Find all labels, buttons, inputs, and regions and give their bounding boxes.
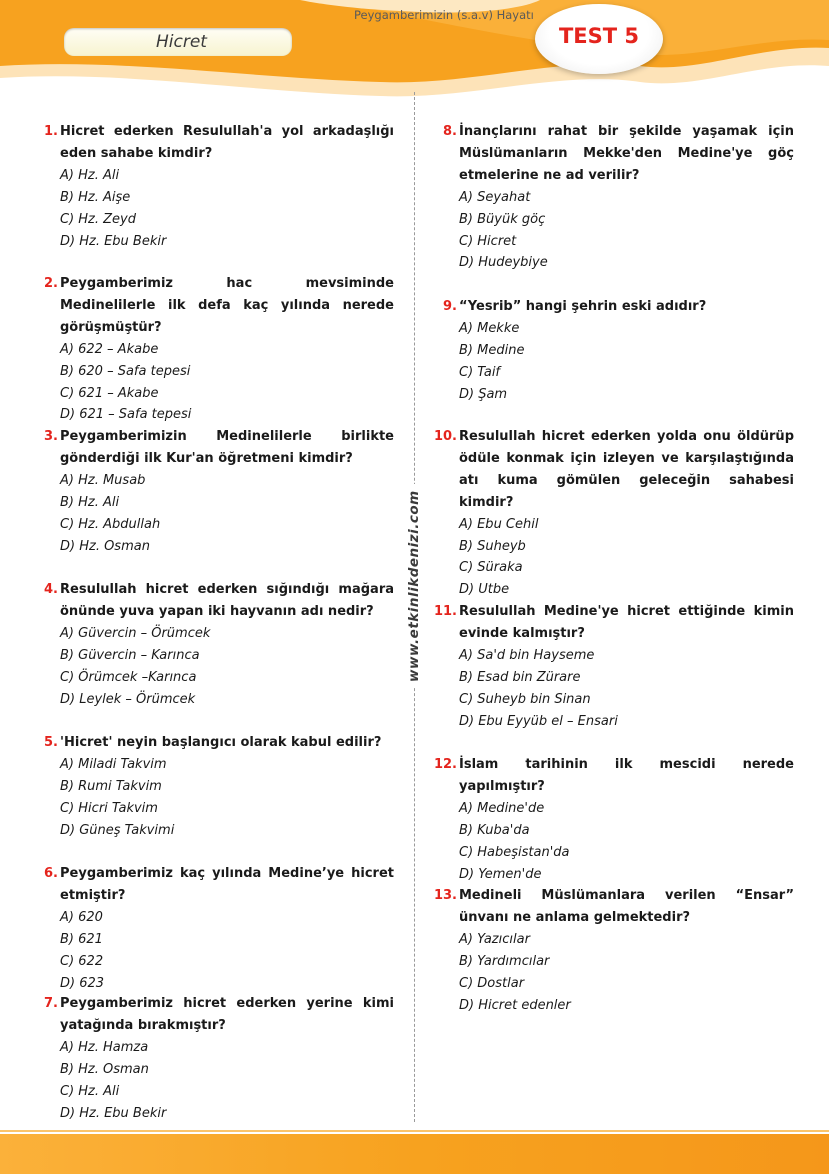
question-text: Peygamberimizin Medinelilerle birlikte gönderdiği ilk Kur'an öğretmeni kimdir? xyxy=(60,429,394,466)
option-b[interactable]: B) Esad bin Zürare xyxy=(459,669,581,685)
option-c[interactable]: C) Dostlar xyxy=(459,975,525,991)
option-d[interactable]: D) Hz. Ebu Bekir xyxy=(60,233,167,249)
option-a[interactable]: A) Seyahat xyxy=(459,189,531,205)
test-badge xyxy=(535,4,663,74)
option-b[interactable]: B) Yardımcılar xyxy=(459,953,550,969)
option-d[interactable]: D) 623 xyxy=(60,975,105,991)
option-a[interactable]: A) Sa'd bin Hayseme xyxy=(459,647,595,663)
question-5 xyxy=(44,732,394,842)
question-text: Peygamberimiz hicret ederken yerine kimi yatağında bırakmıştır? xyxy=(60,996,394,1033)
option-a[interactable]: A) Güvercin – Örümcek xyxy=(60,625,211,641)
option-c[interactable]: C) Habeşistan'da xyxy=(459,844,570,860)
option-c[interactable]: C) Hicri Takvim xyxy=(60,800,158,816)
option-a[interactable]: A) 622 – Akabe xyxy=(60,341,159,357)
subject-label: Peygamberimizin (s.a.v) Hayatı xyxy=(354,8,534,22)
question-text: İslam tarihinin ilk mescidi nerede yapılmıştır? xyxy=(459,757,794,794)
question-text: İnançlarını rahat bir şekilde yaşamak için Müslümanların Mekke'den Medine'ye göç etmelerine ne ad verilir? xyxy=(459,124,794,183)
option-d[interactable]: D) Yemen'de xyxy=(459,866,542,882)
option-d[interactable]: D) 621 – Safa tepesi xyxy=(60,407,192,423)
question-number: 1. xyxy=(44,124,58,139)
question-number: 2. xyxy=(44,276,58,291)
question-number: 6. xyxy=(44,866,58,881)
question-number: 5. xyxy=(44,735,58,750)
option-d[interactable]: D) Hudeybiye xyxy=(459,255,548,271)
option-c[interactable]: C) 621 – Akabe xyxy=(60,385,159,401)
watermark: www.etkinlikdenizi.com xyxy=(404,484,424,688)
question-number: 8. xyxy=(443,124,457,139)
section-title-box xyxy=(64,28,292,56)
question-text: “Yesrib” hangi şehrin eski adıdır? xyxy=(459,299,707,314)
option-d[interactable]: D) Leylek – Örümcek xyxy=(60,691,196,707)
option-b[interactable]: B) 621 xyxy=(60,931,103,947)
option-a[interactable]: A) Yazıcılar xyxy=(459,931,530,947)
section-title: Hicret xyxy=(156,32,207,52)
question-6 xyxy=(44,863,394,994)
option-c[interactable]: C) Örümcek –Karınca xyxy=(60,669,197,685)
question-number: 3. xyxy=(44,429,58,444)
question-number: 12. xyxy=(433,757,457,772)
question-text: 'Hicret' neyin başlangıcı olarak kabul edilir? xyxy=(60,735,382,750)
option-c[interactable]: C) Suheyb bin Sinan xyxy=(459,691,591,707)
option-b[interactable]: B) Hz. Osman xyxy=(60,1061,149,1077)
option-c[interactable]: C) Hz. Zeyd xyxy=(60,211,136,227)
test-label: TEST 5 xyxy=(558,24,640,48)
option-b[interactable]: B) Suheyb xyxy=(459,538,526,554)
option-d[interactable]: D) Şam xyxy=(459,386,508,402)
option-b[interactable]: B) Hz. Aişe xyxy=(60,189,131,205)
page-footer-band xyxy=(0,1134,829,1174)
option-b[interactable]: B) Büyük göç xyxy=(459,211,546,227)
option-c[interactable]: C) Süraka xyxy=(459,560,523,576)
question-11 xyxy=(431,601,794,732)
question-number: 10. xyxy=(433,429,457,444)
option-d[interactable]: D) Utbe xyxy=(459,582,510,598)
question-text: Resulullah hicret ederken sığındığı mağara önünde yuva yapan iki hayvanın adı nedir? xyxy=(60,582,394,619)
question-number: 13. xyxy=(433,888,457,903)
option-d[interactable]: D) Güneş Takvimi xyxy=(60,822,175,838)
option-d[interactable]: D) Hz. Osman xyxy=(60,538,150,554)
question-number: 7. xyxy=(44,996,58,1011)
question-number: 11. xyxy=(433,604,457,619)
question-2 xyxy=(44,273,394,426)
option-b[interactable]: B) Medine xyxy=(459,342,525,358)
footer-accent-line xyxy=(0,1130,829,1132)
question-number: 9. xyxy=(443,299,457,314)
option-b[interactable]: B) Hz. Ali xyxy=(60,494,120,510)
question-4 xyxy=(44,579,394,710)
option-c[interactable]: C) Hicret xyxy=(459,233,517,249)
option-a[interactable]: A) Hz. Musab xyxy=(60,472,146,488)
question-12 xyxy=(431,754,794,885)
option-a[interactable]: A) Hz. Ali xyxy=(60,167,120,183)
page-header xyxy=(0,0,829,100)
option-b[interactable]: B) Rumi Takvim xyxy=(60,778,162,794)
option-a[interactable]: A) Mekke xyxy=(459,320,520,336)
question-9 xyxy=(443,296,794,406)
question-text: Peygamberimiz kaç yılında Medine’ye hicret etmiştir? xyxy=(60,866,394,903)
option-a[interactable]: A) Medine'de xyxy=(459,800,545,816)
option-d[interactable]: D) Hz. Ebu Bekir xyxy=(60,1105,167,1121)
option-c[interactable]: C) 622 xyxy=(60,953,104,969)
option-b[interactable]: B) Kuba'da xyxy=(459,822,530,838)
option-d[interactable]: D) Ebu Eyyüb el – Ensari xyxy=(459,713,618,729)
option-d[interactable]: D) Hicret edenler xyxy=(459,997,571,1013)
question-13 xyxy=(431,885,794,1016)
option-a[interactable]: A) 620 xyxy=(60,909,103,925)
question-3 xyxy=(44,426,394,557)
option-b[interactable]: B) Güvercin – Karınca xyxy=(60,647,200,663)
question-text: Resulullah hicret ederken yolda onu öldürüp ödüle konmak için izleyen ve karşılaştığında atı kuma gömülen geleceğin sahabesi kimdir? xyxy=(459,429,794,510)
option-b[interactable]: B) 620 – Safa tepesi xyxy=(60,363,191,379)
option-a[interactable]: A) Miladi Takvim xyxy=(60,756,167,772)
option-a[interactable]: A) Hz. Hamza xyxy=(60,1039,149,1055)
question-number: 4. xyxy=(44,582,58,597)
question-10 xyxy=(431,426,794,601)
option-c[interactable]: C) Hz. Ali xyxy=(60,1083,120,1099)
question-8 xyxy=(443,121,794,274)
question-text: Peygamberimiz hac mevsiminde Medinelilerle ilk defa kaç yılında nerede görüşmüştür? xyxy=(60,276,394,335)
question-7 xyxy=(44,993,394,1124)
question-1 xyxy=(44,121,394,252)
option-a[interactable]: A) Ebu Cehil xyxy=(459,516,539,532)
option-c[interactable]: C) Hz. Abdullah xyxy=(60,516,161,532)
question-text: Medineli Müslümanlara verilen “Ensar” ünvanı ne anlama gelmektedir? xyxy=(459,888,794,925)
question-text: Resulullah Medine'ye hicret ettiğinde kimin evinde kalmıştır? xyxy=(459,604,794,641)
question-text: Hicret ederken Resulullah'a yol arkadaşlığı eden sahabe kimdir? xyxy=(60,124,394,161)
option-c[interactable]: C) Taif xyxy=(459,364,501,380)
